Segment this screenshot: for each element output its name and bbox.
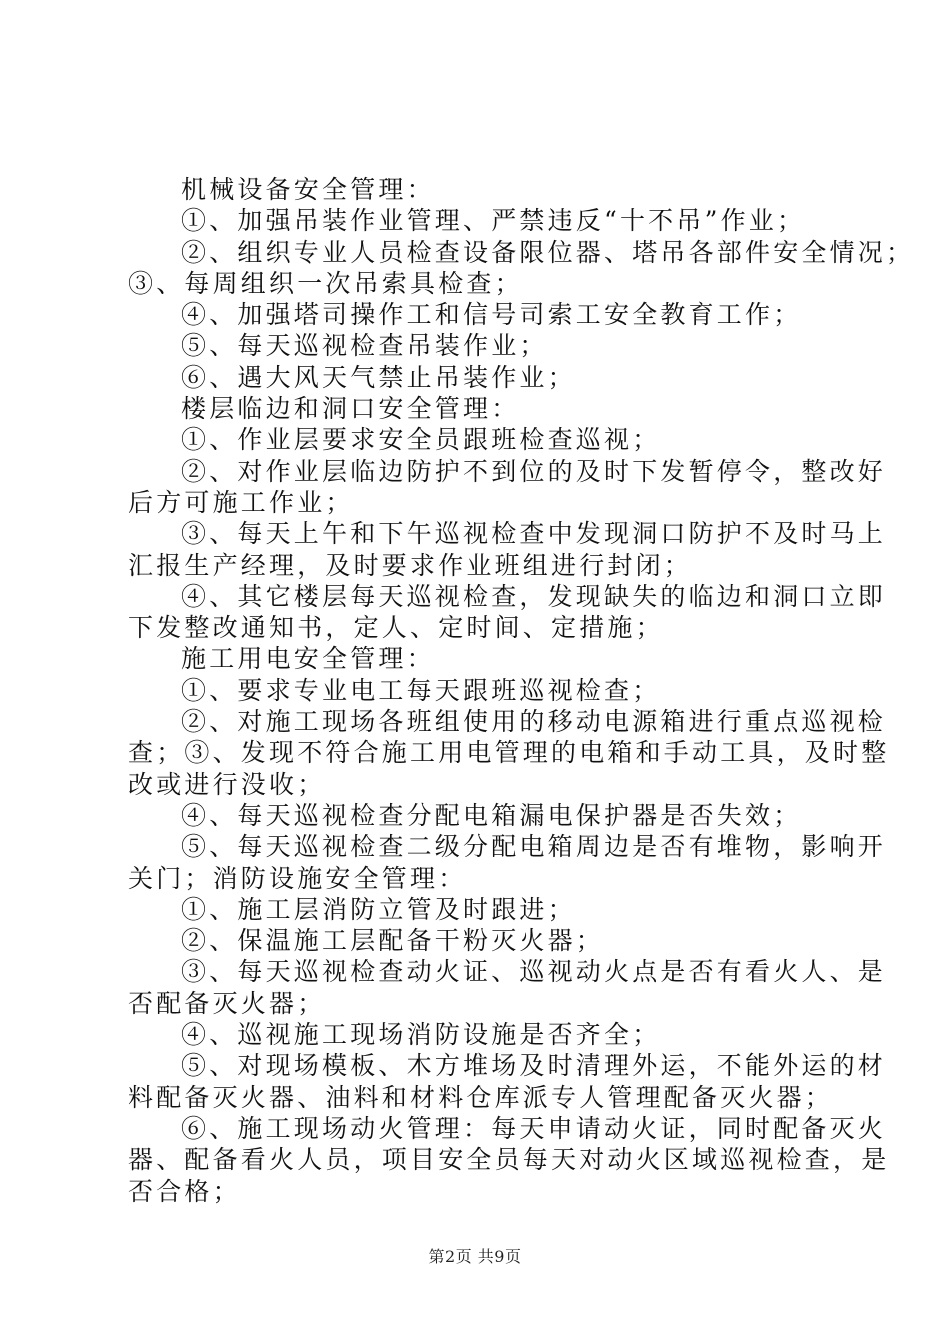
text-line: ③、每天巡视检查动火证、巡视动火点是否有看火人、是 (181, 957, 887, 987)
text-line: ①、作业层要求安全员跟班检查巡视； (181, 425, 661, 455)
text-line: ⑥、施工现场动火管理：每天申请动火证，同时配备灭火 (181, 1113, 887, 1143)
text-line: 机械设备安全管理： (181, 175, 435, 204)
text-line: ①、施工层消防立管及时跟进； (181, 894, 576, 924)
text-line: ⑥、遇大风天气禁止吊装作业； (181, 362, 576, 392)
text-line: 器、配备看火人员，项目安全员每天对动火区域巡视检查，是 (128, 1145, 890, 1175)
text-line: ③、每天上午和下午巡视检查中发现洞口防护不及时马上 (181, 519, 887, 549)
text-line: 改或进行没收； (128, 769, 326, 799)
text-line: 汇报生产经理，及时要求作业班组进行封闭； (128, 550, 693, 580)
text-line: ②、对作业层临边防护不到位的及时下发暂停令，整改好 (181, 456, 887, 486)
text-line: ⑤、每天巡视检查二级分配电箱周边是否有堆物，影响开 (181, 832, 887, 862)
text-line: 施工用电安全管理： (181, 644, 435, 674)
document-body (128, 174, 915, 1207)
text-line: 下发整改通知书，定人、定时间、定措施； (128, 613, 664, 643)
text-line: ④、巡视施工现场消防设施是否齐全； (181, 1020, 661, 1050)
text-line: 否配备灭火器； (128, 988, 326, 1018)
text-line: ①、加强吊装作业管理、严禁违反“十不吊”作业； (181, 206, 806, 236)
text-line: ②、组织专业人员检查设备限位器、塔吊各部件安全情况； (181, 237, 915, 267)
page-footer: 第2页 共9页 (428, 1247, 522, 1266)
text-line: ④、每天巡视检查分配电箱漏电保护器是否失效； (181, 800, 802, 830)
text-line: ③、每周组织一次吊索具检查； (128, 268, 523, 298)
text-line: ⑤、对现场模板、木方堆场及时清理外运，不能外运的材 (181, 1051, 887, 1081)
text-line: 楼层临边和洞口安全管理： (181, 394, 520, 424)
text-line: ④、加强塔司操作工和信号司索工安全教育工作； (181, 300, 802, 330)
text-line: 后方可施工作业； (128, 487, 354, 517)
text-line: 料配备灭火器、油料和材料仓库派专人管理配备灭火器； (128, 1082, 834, 1112)
text-line: ②、保温施工层配备干粉灭火器； (181, 926, 605, 956)
text-line: 查；③、发现不符合施工用电管理的电箱和手动工具，及时整 (128, 738, 890, 768)
text-line: ⑤、每天巡视检查吊装作业； (181, 331, 548, 361)
text-line: ①、要求专业电工每天跟班巡视检查； (181, 675, 661, 705)
text-line: ②、对施工现场各班组使用的移动电源箱进行重点巡视检 (181, 707, 887, 737)
text-line: 否合格； (128, 1176, 241, 1206)
text-line: 关门；消防设施安全管理： (128, 863, 467, 893)
text-line: ④、其它楼层每天巡视检查，发现缺失的临边和洞口立即 (181, 581, 887, 611)
